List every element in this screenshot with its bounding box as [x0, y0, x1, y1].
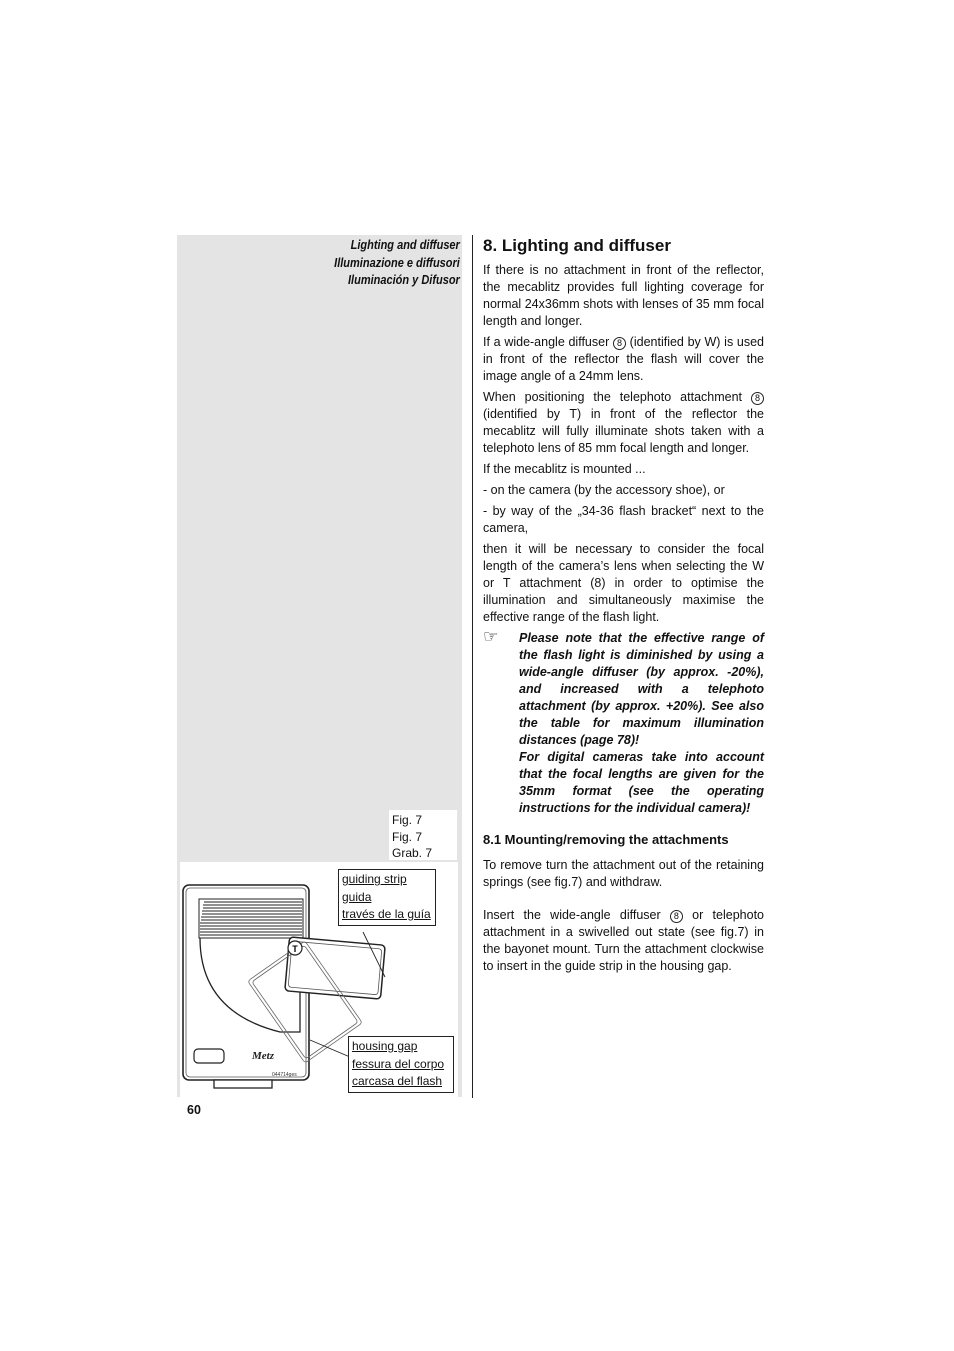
paragraph-telephoto: When positioning the telephoto attachment 8 (identified by T) in front of the reflector the mecablitz will fully illuminate shots taken with a telephoto lens of 85 mm focal length and longer.	[483, 390, 764, 455]
list-item-bracket: - by way of the „34-36 flash bracket“ next to the camera,	[483, 504, 764, 535]
figure-caption-en: Fig. 7	[392, 813, 423, 827]
paragraph-insert: Insert the wide-angle diffuser 8 or telephoto attachment in a swivelled out state (see fig.7) in the bayonet mount. Turn the attachment clockwise to insert in the guide strip in the housing gap.	[483, 908, 764, 973]
callout-housing-gap-es: carcasa del flash	[352, 1074, 443, 1088]
drawing-code: 044714ges	[272, 1072, 297, 1078]
pointing-hand-icon: ☞	[483, 627, 499, 646]
callout-guiding-strip-es: través de la guía	[342, 907, 431, 921]
figure-caption-it: Fig. 7	[392, 829, 423, 844]
callout-housing-gap-en: housing gap	[352, 1039, 418, 1053]
metz-logo: Metz	[252, 1050, 274, 1062]
callout-guiding-strip	[338, 869, 436, 926]
sidebar-title-it: Illuminazione e diffusori	[334, 255, 460, 270]
figure-caption	[389, 810, 457, 860]
paragraph-focal: then it will be necessary to consider the focal length of the camera’s lens when selecting the W or T attachment (8) in order to optimise the illumination and simultaneously maximise the effective range of the flash light.	[483, 542, 764, 624]
list-item-camera: - on the camera (by the accessory shoe), or	[483, 483, 725, 497]
telephoto-badge: T	[292, 944, 298, 954]
note-block	[483, 627, 764, 817]
figure-caption-es: Grab. 7	[392, 846, 433, 860]
callout-housing-gap-it: fessura del corpo	[352, 1056, 445, 1071]
paragraph-remove: To remove turn the attachment out of the retaining springs (see fig.7) and withdraw.	[483, 858, 764, 889]
paragraph-coverage: If there is no attachment in front of the reflector, the mecablitz provides full lighting coverage for normal 24x36mm shots with lenses of 35 mm focal length and longer.	[483, 263, 764, 328]
column-divider	[472, 235, 473, 1098]
sidebar-titles	[334, 237, 460, 290]
ref-8-icon: 8	[751, 392, 764, 405]
page-number: 60	[187, 1103, 201, 1117]
sidebar-title-en: Lighting and diffuser	[350, 238, 460, 252]
ref-8-icon: 8	[670, 910, 683, 923]
sidebar-title-es: Iluminación y Difusor	[348, 273, 460, 287]
subsection-heading: 8.1 Mounting/removing the attachments	[483, 832, 729, 847]
paragraph-mounted: If the mecablitz is mounted ...	[483, 462, 646, 476]
paragraph-wide-angle: If a wide-angle diffuser 8 (identified by W) is used in front of the reflector the flash will cover the image angle of a 24mm lens.	[483, 335, 765, 383]
section-heading: 8. Lighting and diffuser	[483, 236, 671, 255]
callout-housing-gap	[348, 1036, 454, 1093]
callout-guiding-strip-en: guiding strip	[342, 872, 407, 886]
main-content	[483, 236, 764, 979]
callout-guiding-strip-it: guida	[342, 889, 372, 904]
figure-illustration	[180, 862, 458, 1097]
note-range: Please note that the effective range of the flash light is diminished by using a wide-angle diffuser (by approx. -20%), and increased with a telephoto attachment (by approx. +20%). See also the table for maximum illumination distances (page 78)!	[519, 631, 764, 747]
ref-8-icon: 8	[613, 337, 626, 350]
note-digital: For digital cameras take into account that the focal lengths are given for the 35mm format (see the operating instructions for the individual camera)!	[519, 750, 764, 815]
